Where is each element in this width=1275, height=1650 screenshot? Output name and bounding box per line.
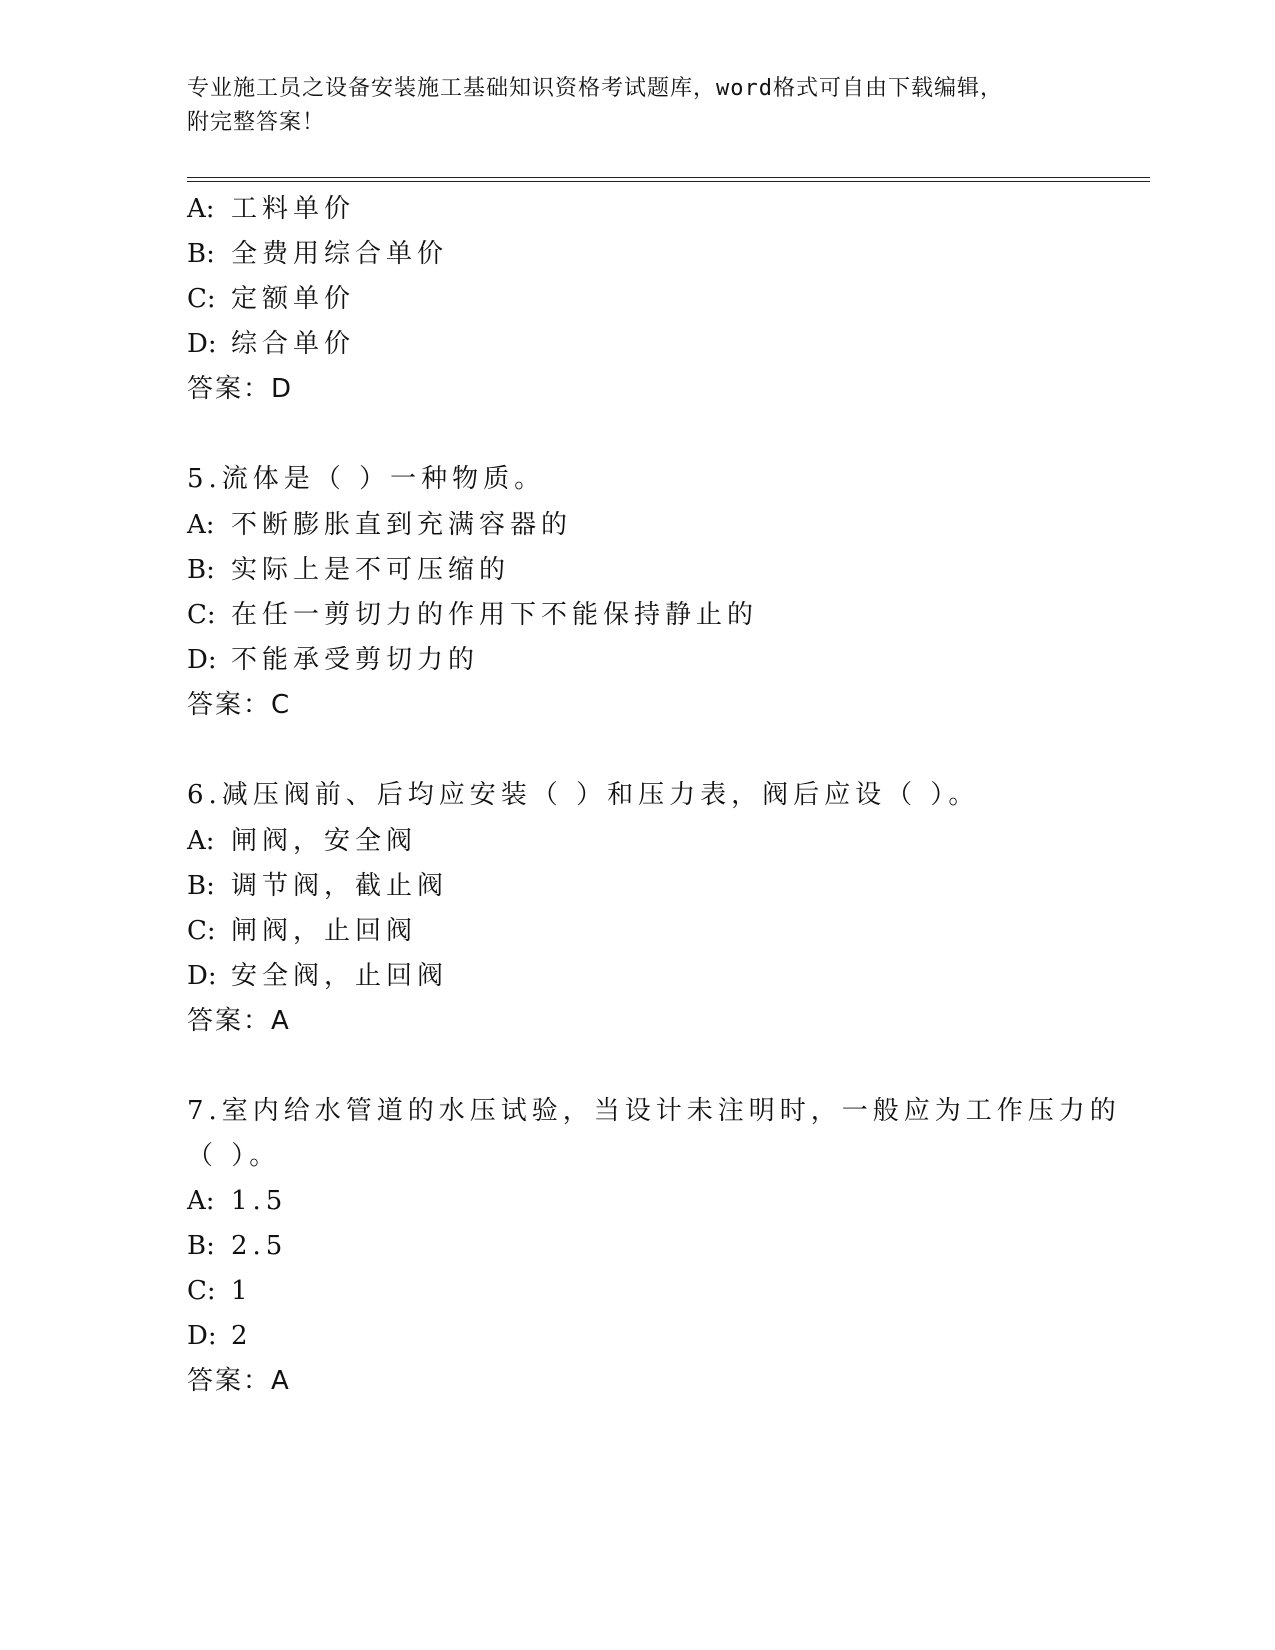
option-text: 实际上是不可压缩的: [231, 555, 511, 585]
option-text: 调节阀，截止阀: [231, 871, 449, 901]
option-text: 2.5: [231, 1231, 288, 1261]
option-key: C:: [187, 284, 216, 314]
q6-option-c: [187, 916, 417, 946]
option-key: B:: [187, 239, 215, 269]
option-key: C:: [187, 916, 216, 946]
q4-option-d: [187, 329, 355, 359]
option-text: 不能承受剪切力的: [231, 645, 480, 675]
header-line-2: 附完整答案！: [187, 110, 326, 135]
q7-option-d: [187, 1321, 253, 1351]
option-key: D:: [187, 329, 217, 359]
option-text: 综合单价: [231, 329, 356, 359]
option-key: A:: [187, 1186, 215, 1216]
option-key: D:: [187, 961, 217, 991]
header-divider: [187, 177, 1150, 178]
q5-option-d: [187, 645, 479, 675]
document-header: [187, 72, 1077, 140]
q7-option-b: [187, 1231, 287, 1261]
option-key: A:: [187, 194, 215, 224]
q7-answer: 答案：A: [187, 1366, 291, 1396]
option-text: 1: [231, 1276, 253, 1306]
option-key: C:: [187, 600, 216, 630]
q7-option-c: [187, 1276, 253, 1306]
option-key: A:: [187, 826, 215, 856]
option-text: 工料单价: [231, 194, 356, 224]
q6-answer: 答案：A: [187, 1006, 291, 1036]
q6-option-d: [187, 961, 448, 991]
q4-answer: 答案：D: [187, 374, 294, 404]
option-key: D:: [187, 1321, 217, 1351]
option-key: B:: [187, 555, 215, 585]
q7-question-line-2: （ ）。: [187, 1141, 281, 1171]
option-text: 定额单价: [231, 284, 356, 314]
q4-option-b: [187, 239, 448, 269]
q5-question: 5.流体是（ ）一种物质。: [187, 464, 546, 494]
option-text: 闸阀，安全阀: [231, 826, 418, 856]
option-key: A:: [187, 510, 215, 540]
q7-question-line-1: 7.室内给水管道的水压试验，当设计未注明时，一般应为工作压力的: [187, 1096, 1121, 1126]
q5-option-a: [187, 510, 572, 540]
option-text: 2: [231, 1321, 253, 1351]
header-line-1: 专业施工员之设备安装施工基础知识资格考试题库，word格式可自由下载编辑，: [187, 76, 1003, 101]
q5-option-c: [187, 600, 758, 630]
option-text: 全费用综合单价: [231, 239, 449, 269]
q6-question: 6.减压阀前、后均应安装（ ）和压力表，阀后应设（ ）。: [187, 780, 980, 810]
q5-option-b: [187, 555, 510, 585]
option-text: 不断膨胀直到充满容器的: [231, 510, 573, 540]
option-text: 1.5: [231, 1186, 288, 1216]
option-key: B:: [187, 1231, 215, 1261]
q6-option-b: [187, 871, 448, 901]
option-text: 安全阀，止回阀: [231, 961, 449, 991]
q7-option-a: [187, 1186, 287, 1216]
option-text: 闸阀，止回阀: [231, 916, 418, 946]
option-key: C:: [187, 1276, 216, 1306]
option-key: D:: [187, 645, 217, 675]
q6-option-a: [187, 826, 417, 856]
header-divider-second: [187, 181, 1150, 182]
q4-option-c: [187, 284, 355, 314]
option-key: B:: [187, 871, 215, 901]
q4-option-a: [187, 194, 355, 224]
option-text: 在任一剪切力的作用下不能保持静止的: [231, 600, 759, 630]
q5-answer: 答案：C: [187, 690, 292, 720]
